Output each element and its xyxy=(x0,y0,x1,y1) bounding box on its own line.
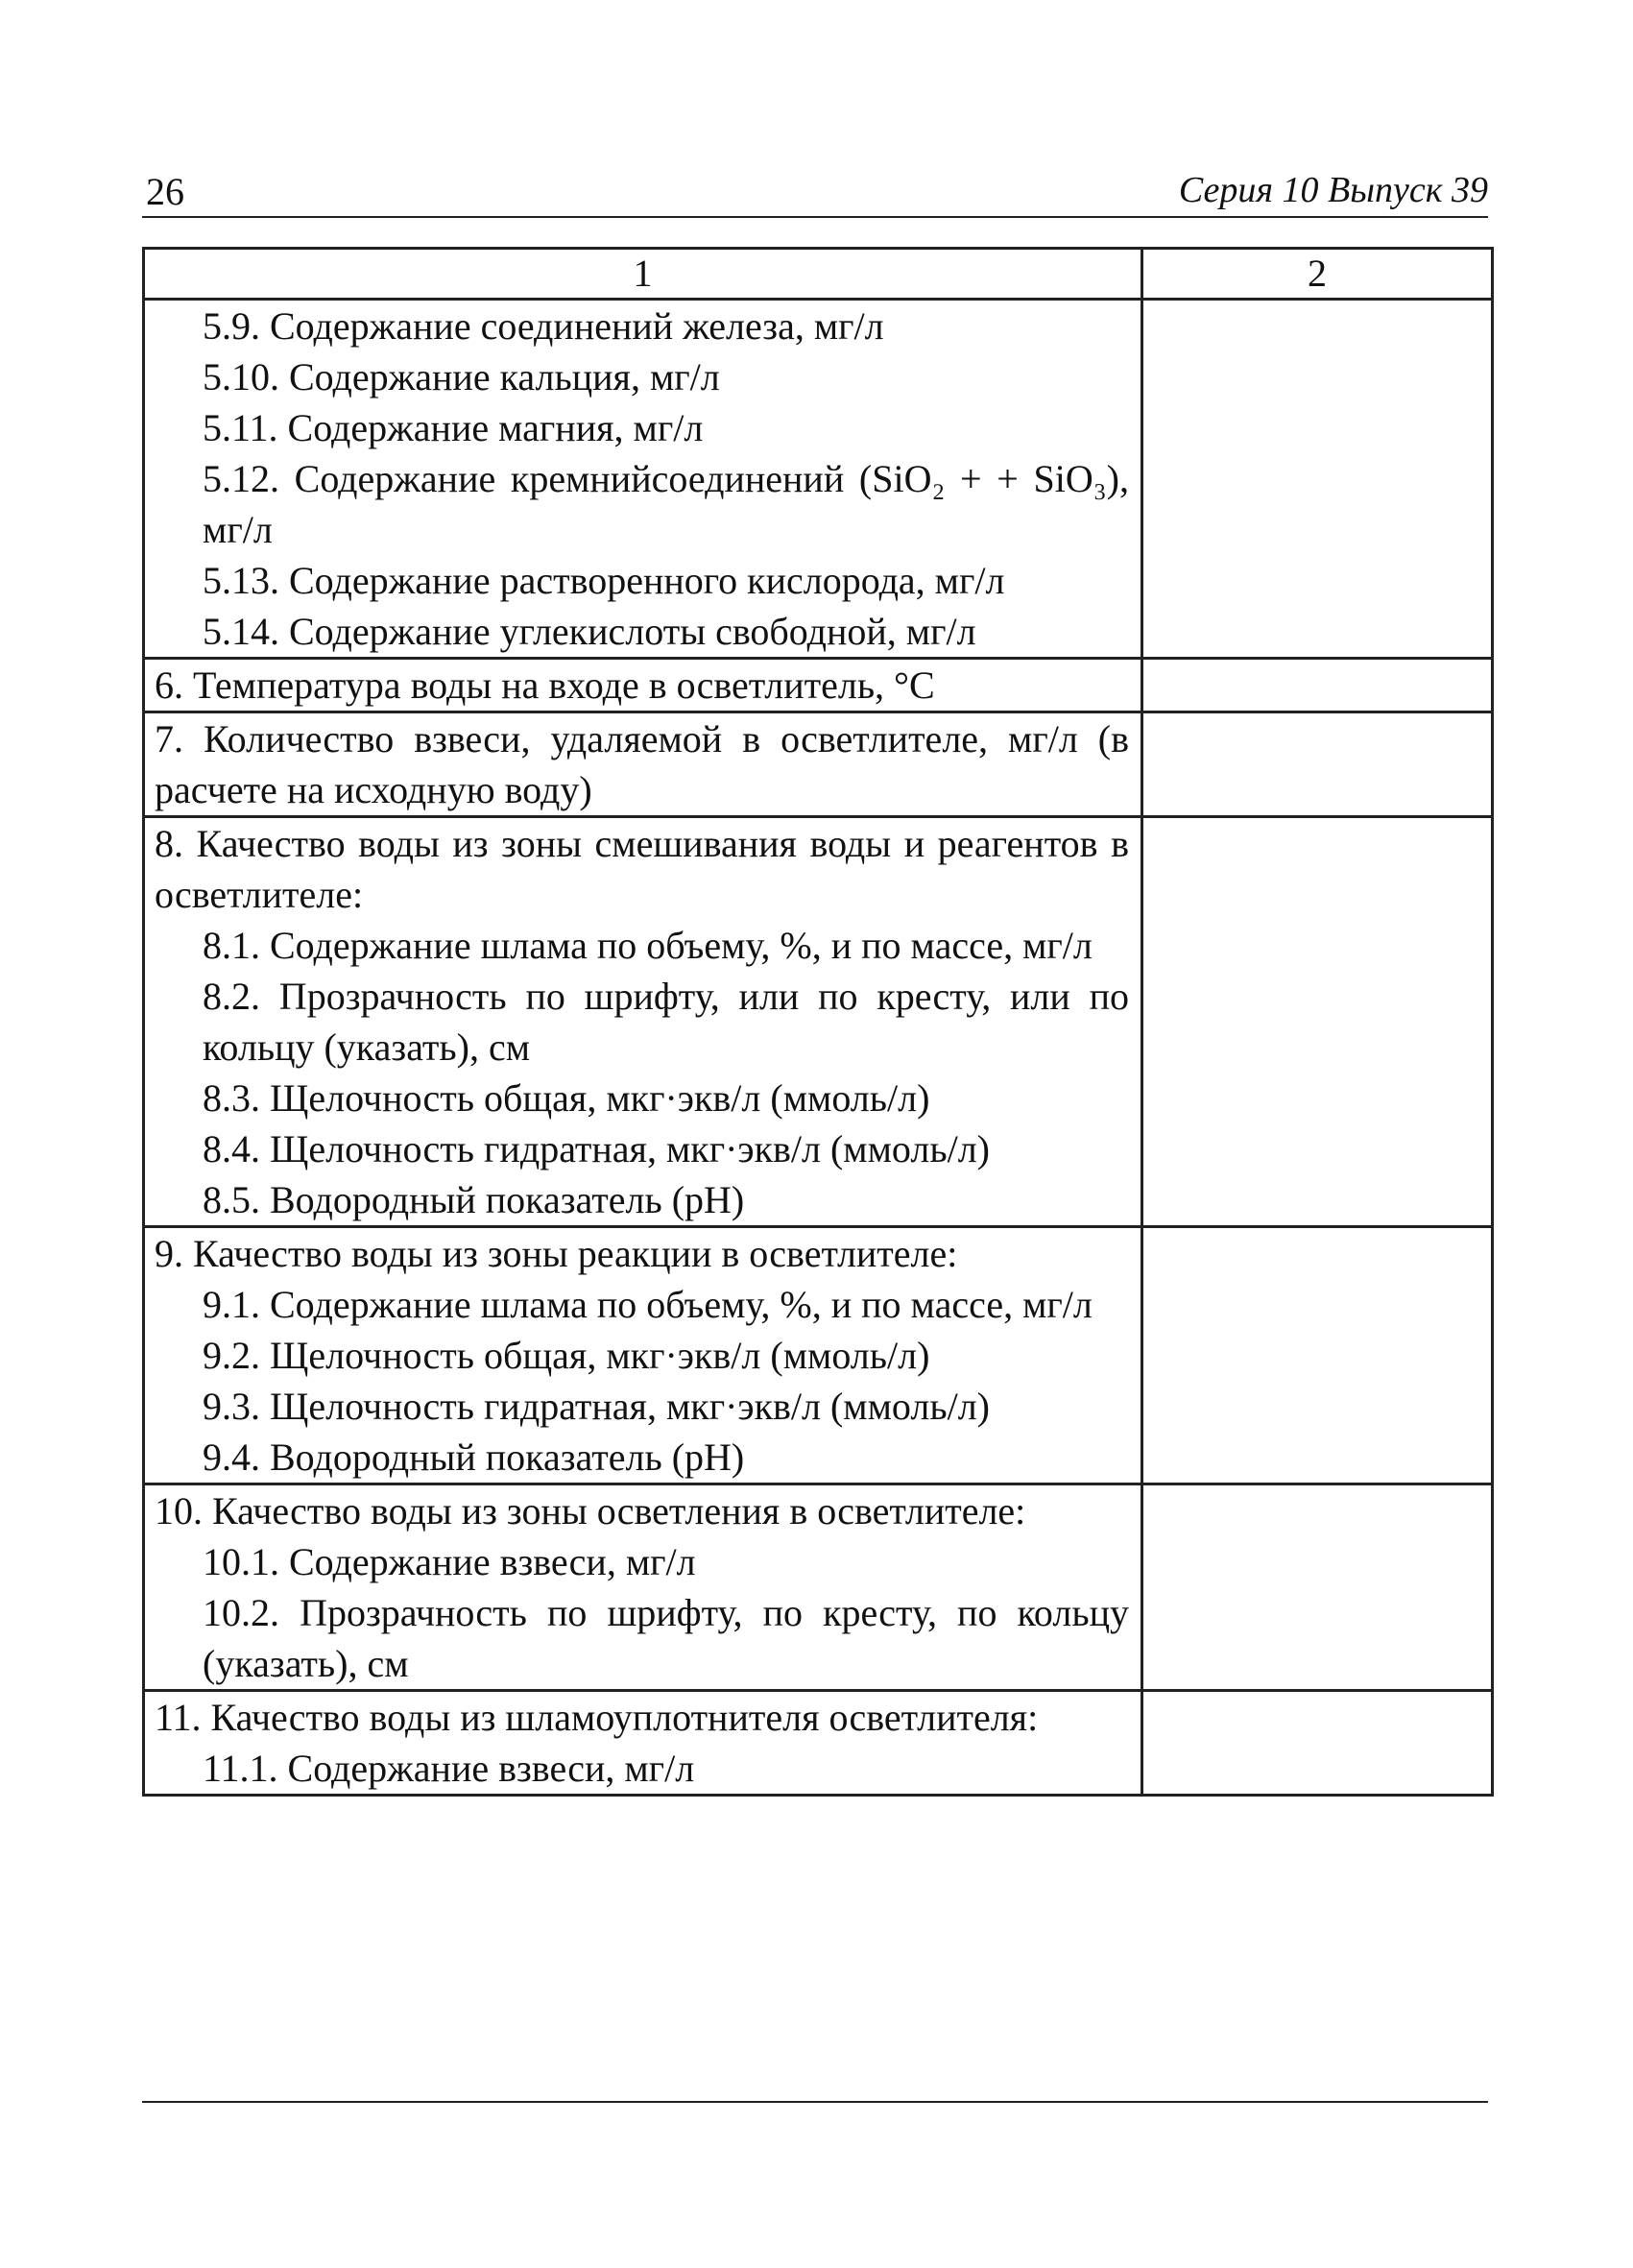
table-header-row xyxy=(144,249,1493,300)
value-cell xyxy=(1142,817,1493,1227)
table-row xyxy=(144,712,1493,817)
sub-item-text: 5.11. Содержание магния, мг/л xyxy=(203,406,704,449)
table-row xyxy=(144,300,1493,659)
parameter-cell xyxy=(144,1227,1142,1484)
sub-item-text: 8.3. Щелочность общая, мкг·экв/л (ммоль/л) xyxy=(203,1076,930,1120)
item-text: 11. Качество воды из шламоуплотнителя осветлителя: xyxy=(155,1696,1039,1739)
item-text: 7. Количество взвеси, удаляемой в осветлителе, мг/л (в расчете на исходную воду) xyxy=(155,717,1129,811)
sub-item-text: 10.1. Содержание взвеси, мг/л xyxy=(203,1540,696,1583)
header-rule xyxy=(142,216,1488,218)
item-text: 9. Качество воды из зоны реакции в осветлителе: xyxy=(155,1232,958,1275)
sub-item-text: 8.4. Щелочность гидратная, мкг·экв/л (ммоль/л) xyxy=(203,1127,990,1170)
parameter-cell xyxy=(144,1484,1142,1691)
parameter-cell xyxy=(144,817,1142,1227)
sub-item-text: 8.1. Содержание шлама по объему, %, и по массе, мг/л xyxy=(203,924,1093,967)
page-number: 26 xyxy=(146,170,184,213)
sub-item-text: 5.12. Содержание кремнийсоединений (SiO₂ + + SiO₃), мг/л xyxy=(203,457,1129,551)
column-header-2: 2 xyxy=(1142,249,1493,300)
sub-item-text: 9.4. Водородный показатель (pH) xyxy=(203,1436,745,1479)
footer-rule xyxy=(142,2101,1488,2103)
table-row xyxy=(144,1691,1493,1796)
item-text: 8. Качество воды из зоны смешивания воды и реагентов в осветлителе: xyxy=(155,822,1129,916)
sub-item-text: 9.1. Содержание шлама по объему, %, и по массе, мг/л xyxy=(203,1283,1093,1326)
value-cell xyxy=(1142,659,1493,712)
item-text: 10. Качество воды из зоны осветления в осветлителе: xyxy=(155,1489,1026,1532)
sub-item-text: 10.2. Прозрачность по шрифту, по кресту, по кольцу (указать), см xyxy=(203,1591,1129,1685)
table-row xyxy=(144,1227,1493,1484)
running-title: Серия 10 Выпуск 39 xyxy=(1178,170,1488,210)
parameters-table xyxy=(142,247,1494,1797)
parameter-cell xyxy=(144,712,1142,817)
sub-item-text: 8.5. Водородный показатель (pH) xyxy=(203,1178,745,1221)
sub-item-text: 8.2. Прозрачность по шрифту, или по кресту, или по кольцу (указать), см xyxy=(203,975,1129,1069)
table-row xyxy=(144,817,1493,1227)
value-cell xyxy=(1142,712,1493,817)
table-row xyxy=(144,659,1493,712)
value-cell xyxy=(1142,300,1493,659)
column-header-1: 1 xyxy=(144,249,1142,300)
page-header xyxy=(142,165,1488,217)
value-cell xyxy=(1142,1227,1493,1484)
sub-item-text: 9.3. Щелочность гидратная, мкг·экв/л (ммоль/л) xyxy=(203,1385,990,1428)
sub-item-text: 5.9. Содержание соединений железа, мг/л xyxy=(203,304,884,348)
parameter-cell xyxy=(144,659,1142,712)
sub-item-text: 11.1. Содержание взвеси, мг/л xyxy=(203,1747,695,1790)
sub-item-text: 5.14. Содержание углекислоты свободной, мг/л xyxy=(203,610,976,653)
value-cell xyxy=(1142,1691,1493,1796)
sub-item-text: 5.10. Содержание кальция, мг/л xyxy=(203,355,720,398)
parameter-cell xyxy=(144,300,1142,659)
parameter-cell xyxy=(144,1691,1142,1796)
sub-item-text: 5.13. Содержание растворенного кислорода, мг/л xyxy=(203,559,1005,602)
sub-item-text: 9.2. Щелочность общая, мкг·экв/л (ммоль/л) xyxy=(203,1334,930,1377)
item-text: 6. Температура воды на входе в осветлитель, °С xyxy=(155,664,935,707)
table-row xyxy=(144,1484,1493,1691)
value-cell xyxy=(1142,1484,1493,1691)
